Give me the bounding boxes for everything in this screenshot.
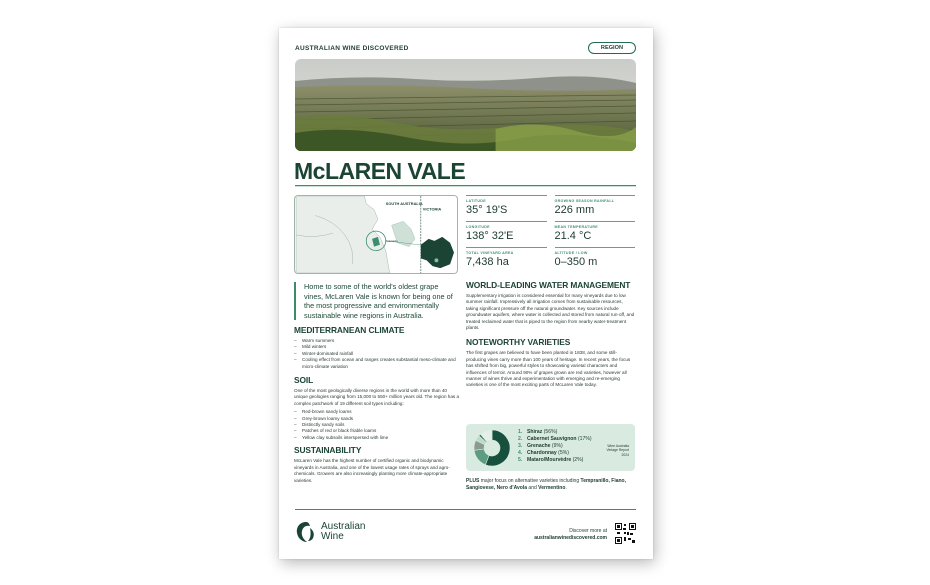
water-body: Supplementary irrigation is considered essential for many vineyards due to low summer rainfall. Impressively all irrigation comes from sustainable resources, taking significant pressure off the natural groundwater. Key sources include groundwater aquifers, where water is collected and stored from natural run-off, and treated reclaimed water that is piped to the region from nearby water-treatment plants. <box>466 293 635 331</box>
climate-list <box>294 338 460 370</box>
logo-line-1: Australian <box>321 521 366 532</box>
list-item: – Patches of red or black friable loams <box>294 428 460 434</box>
title-divider <box>295 185 636 187</box>
legend-item: 4. Chardonnay (5%) <box>518 450 569 456</box>
varieties-chart <box>466 424 635 471</box>
varieties-donut <box>472 428 512 468</box>
chart-source: Wine Australia Vintage Report 2024 <box>606 444 629 457</box>
fact-sheet-page <box>279 28 653 559</box>
list-item: – Mild winters <box>294 344 460 350</box>
soil-list <box>294 409 460 441</box>
sustainability-heading: SUSTAINABILITY <box>294 445 362 456</box>
intro-paragraph: Home to some of the world's oldest grape vines, McLaren Vale is known for being one of the most progressive and environmentally sustainable wine regions in Australia. <box>294 282 459 320</box>
list-item: – Yellow clay subsoils interspersed with lime <box>294 435 460 441</box>
legend-item: 3. Grenache (9%) <box>518 443 563 449</box>
region-stats <box>466 195 635 273</box>
location-map <box>294 195 458 274</box>
map-state-label: SOUTH AUSTRALIA <box>385 200 423 206</box>
legend-item: 1. Shiraz (56%) <box>518 429 558 435</box>
list-item: – Winter-dominated rainfall <box>294 351 460 357</box>
stat-mean-temperature: MEAN TEMPERATURE 21.4 °C <box>555 221 636 247</box>
right-column <box>466 280 635 389</box>
logo-line-2: Wine <box>321 531 344 542</box>
hero-vineyard-photo <box>295 59 636 151</box>
map-neighbor-label: VICTORIA <box>422 206 442 212</box>
legend-item: 5. Mataro/Mourvèdre (2%) <box>518 457 584 463</box>
list-item: – Red-brown sandy loams <box>294 409 460 415</box>
soil-heading: SOIL <box>294 375 314 386</box>
wine-logo-icon <box>294 520 318 544</box>
climate-heading: MEDITERRANEAN CLIMATE <box>294 325 405 335</box>
website-link[interactable]: australianwinediscovered.com <box>534 535 607 541</box>
chart-legend <box>518 429 592 464</box>
list-item: – Cooling effect from ocean and ranges creates substantial meso-climate and micro-climate variation <box>294 357 460 370</box>
legend-item: 2. Cabernet Sauvignon (17%) <box>518 436 592 442</box>
qr-code-icon[interactable] <box>615 523 636 544</box>
list-item: – Warm summers <box>294 338 460 344</box>
stat-altitude: ALTITUDE / LOW 0–350 m <box>555 247 636 273</box>
stat-longitude: LONGITUDE 138° 32'E <box>466 221 547 247</box>
footer-divider <box>295 509 636 510</box>
sustainability-body: McLaren Vale has the highest number of certified organic and biodynamic vineyards in Australia, and one of the lowest usage rates of sprays and agro-chemicals. Growers are also increasingly planting more climate-appropriate varieties. <box>294 458 450 483</box>
left-column <box>294 325 460 484</box>
stat-latitude: LATITUDE 35° 19'S <box>466 195 547 221</box>
map-city-label: Adelaide <box>385 238 398 243</box>
top-bar <box>295 41 636 55</box>
varieties-body: The first grapes are believed to have been planted in 1838, and some still-producing vines carry more than 100 years of heritage. In recent years, the focus has shifted from big, powerful styles to showcasing varietal characters and influences of terroir. Around 90% of grapes grown are red varieties, however all manner of wines thrive and experimentation with emerging and re-emerging varieties is one of the most exciting parts of McLaren Vale today. <box>466 350 631 388</box>
varieties-heading: NOTEWORTHY VARIETIES <box>466 337 571 348</box>
region-title: McLAREN VALE <box>294 158 466 184</box>
list-item: – Distinctly sandy soils <box>294 422 460 428</box>
stat-rainfall: GROWING SEASON RAINFALL 226 mm <box>555 195 636 221</box>
list-item: – Grey-brown loamy sands <box>294 416 460 422</box>
plus-note: PLUS major focus on alternative varieties including Tempranillo, Fiano, Sangiovese, Nero d'Avola and Vermentino. <box>466 478 626 491</box>
stat-vineyard-area: TOTAL VINEYARD AREA 7,438 ha <box>466 247 547 273</box>
region-tag: REGION <box>588 42 636 54</box>
water-heading: WORLD-LEADING WATER MANAGEMENT <box>466 280 631 290</box>
brand-heading: AUSTRALIAN WINE DISCOVERED <box>295 44 409 52</box>
australian-wine-logo <box>294 520 365 544</box>
discover-more: Discover more at australianwinediscovered.com <box>534 528 607 541</box>
soil-body: One of the most geologically diverse regions in the world with more than 40 unique geologies ranging from 15,000 to 550+ million years old. The region has a complex patchwork of 19 different soil types including: <box>294 388 460 406</box>
